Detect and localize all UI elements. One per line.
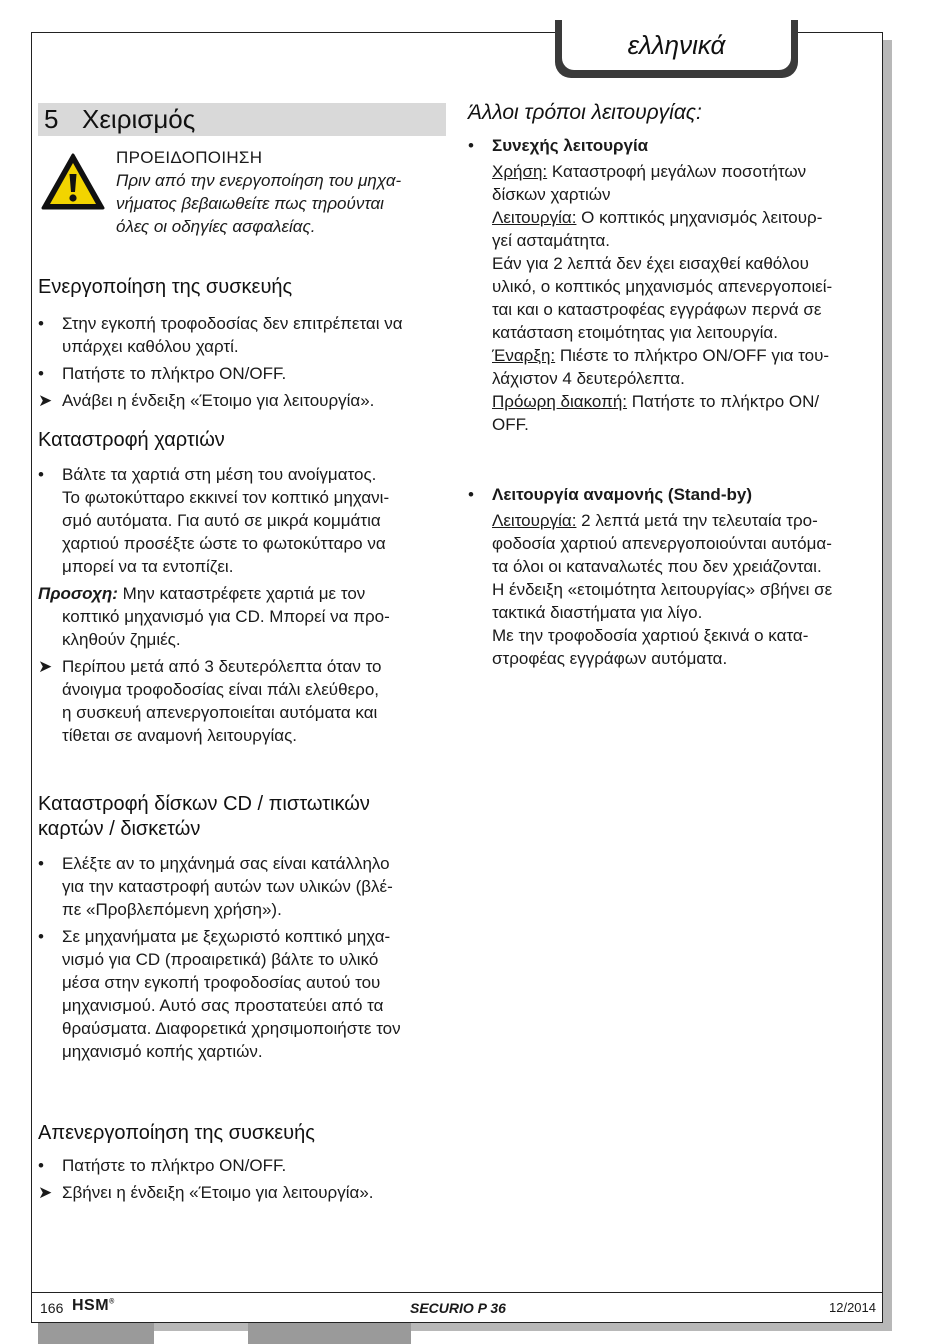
- paper-result-list: [38, 655, 446, 747]
- result-item: ➤ Ανάβει η ένδειξη «Έτοιμο για λειτουργία».: [38, 391, 375, 410]
- activation-heading: Ενεργοποίηση της συσκευής: [38, 276, 293, 298]
- language-label: ελληνικά: [562, 20, 791, 70]
- section-number: 5: [44, 104, 59, 134]
- list-item: • Ελέξτε αν το μηχάνημά σας είναι κατάλληλο για την καταστροφή αυτών των υλικών (βλέ- πε «Προβλεπόμενη χρήση»).: [38, 854, 393, 919]
- standby-mode: [468, 483, 878, 670]
- other-modes-title: Άλλοι τρόποι λειτουργίας:: [468, 101, 702, 124]
- continuous-mode: [468, 134, 878, 436]
- warning-icon: [40, 152, 106, 212]
- cd-list: [38, 852, 446, 1063]
- deactivation-list: [38, 1154, 446, 1204]
- list-item: • Λειτουργία αναμονής (Stand-by) Λειτουργία: 2 λεπτά μετά την τελευταία τρο- φοδοσία χαρτιού απενεργοποιούνται αυτόμα- τα όλοι οι καταναλωτές που δεν χρειάζονται. Η ένδειξη «ετοιμότητα λειτουργίας» σβήνει σε τακτικά διαστήματα για λίγο. Με την τροφοδοσία χαρτιού ξεκινά ο κατα- στροφέας εγγράφων αυτόματα.: [468, 483, 878, 670]
- document-date: 12/2014: [829, 1300, 876, 1315]
- page-footer: [38, 1297, 878, 1319]
- bottom-tab-left: [38, 1323, 154, 1344]
- activation-list: [38, 312, 446, 412]
- list-item: • Στην εγκοπή τροφοδοσίας δεν επιτρέπεται να υπάρχει καθόλου χαρτί.: [38, 314, 403, 356]
- bottom-tab-middle: [248, 1323, 411, 1344]
- caution-label: Προσοχη:: [38, 584, 118, 603]
- paper-list: [38, 463, 446, 578]
- footer-rule: [32, 1292, 882, 1293]
- continuous-title: Συνεχής λειτουργία: [492, 136, 649, 155]
- right-column: [468, 100, 878, 670]
- model-name: SECURIO P 36: [410, 1300, 506, 1316]
- warning-text: Πριν από την ενεργοποίηση του μηχα- νήματος βεβαιωθείτε πως τηρούνται όλες οι οδηγίες ασφαλείας.: [116, 171, 402, 236]
- list-item: • Πατήστε το πλήκτρο ON/OFF.: [38, 1156, 287, 1175]
- page-shadow-bottom: [38, 1323, 892, 1331]
- list-item: • Συνεχής λειτουργία Χρήση: Καταστροφή μεγάλων ποσοτήτων δίσκων χαρτιών Λειτουργία: Ο κοπτικός μηχανισμός λειτουρ- γεί ασταμάτητα. Εάν για 2 λεπτά δεν έχει εισαχθεί καθόλου υλικό, ο κοπτικός μηχανισμός απενεργοποιεί- ται και ο καταστροφέας εγγράφων περνά σε κατάσταση ετοιμότητας για λειτουργία. Έναρξη: Πιέστε το πλήκτρο ON/OFF για του- λάχιστον 4 δευτερόλεπτα. Πρόωρη διακοπή: Πατήστε το πλήκτρο ON/ OFF.: [468, 134, 878, 436]
- brand-logo: HSM®: [72, 1297, 115, 1314]
- cd-heading: Καταστροφή δίσκων CD / πιστωτικών καρτών / δισκετών: [38, 793, 370, 840]
- standby-title: Λειτουργία αναμονής (Stand-by): [492, 485, 752, 504]
- page-number: 166: [40, 1300, 64, 1316]
- result-item: ➤ Περίπου μετά από 3 δευτερόλεπτα όταν το άνοιγμα τροφοδοσίας είναι πάλι ελεύθερο, η συσκευή απενεργοποιείται αυτόματα και τίθεται σε αναμονή λειτουργίας.: [38, 657, 382, 745]
- list-item: • Σε μηχανήματα με ξεχωριστό κοπτικό μηχα- νισμό για CD (προαιρετικά) βάλτε το υλικό μέσα στην εγκοπή τροφοδοσίας αυτού του μηχανισμού. Αυτό σας προστατεύει από τα θραύσματα. Διαφορετικά χρησιμοποιήστε τον μηχανισμό κοπής χαρτιών.: [38, 927, 401, 1061]
- list-item: • Βάλτε τα χαρτιά στη μέση του ανοίγματος. Το φωτοκύτταρο εκκινεί τον κοπτικό μηχανι- σμό αυτόματα. Για αυτό σε μικρά κομμάτια χαρτιού προσέξτε ώστε το φωτοκύτταρο να μπορεί να τα εντοπίζει.: [38, 465, 390, 576]
- paper-heading: Καταστροφή χαρτιών: [38, 429, 225, 451]
- deactivation-heading: Απενεργοποίηση της συσκευής: [38, 1122, 315, 1144]
- warning-box: [38, 144, 446, 276]
- section-header: [38, 103, 446, 136]
- warning-title: ΠΡΟΕΙΔΟΠΟΙΗΣΗ: [116, 148, 263, 167]
- left-column: [38, 103, 446, 1204]
- page-shadow-right: [883, 40, 892, 1330]
- result-item: ➤ Σβήνει η ένδειξη «Έτοιμο για λειτουργία».: [38, 1183, 374, 1202]
- section-title: Χειρισμός: [82, 104, 196, 134]
- caution-note: Προσοχη: Μην καταστρέφετε χαρτιά με τον κοπτικό μηχανισμό για CD. Μπορεί να προ- κληθούν ζημιές.: [38, 584, 390, 649]
- list-item: • Πατήστε το πλήκτρο ON/OFF.: [38, 364, 287, 383]
